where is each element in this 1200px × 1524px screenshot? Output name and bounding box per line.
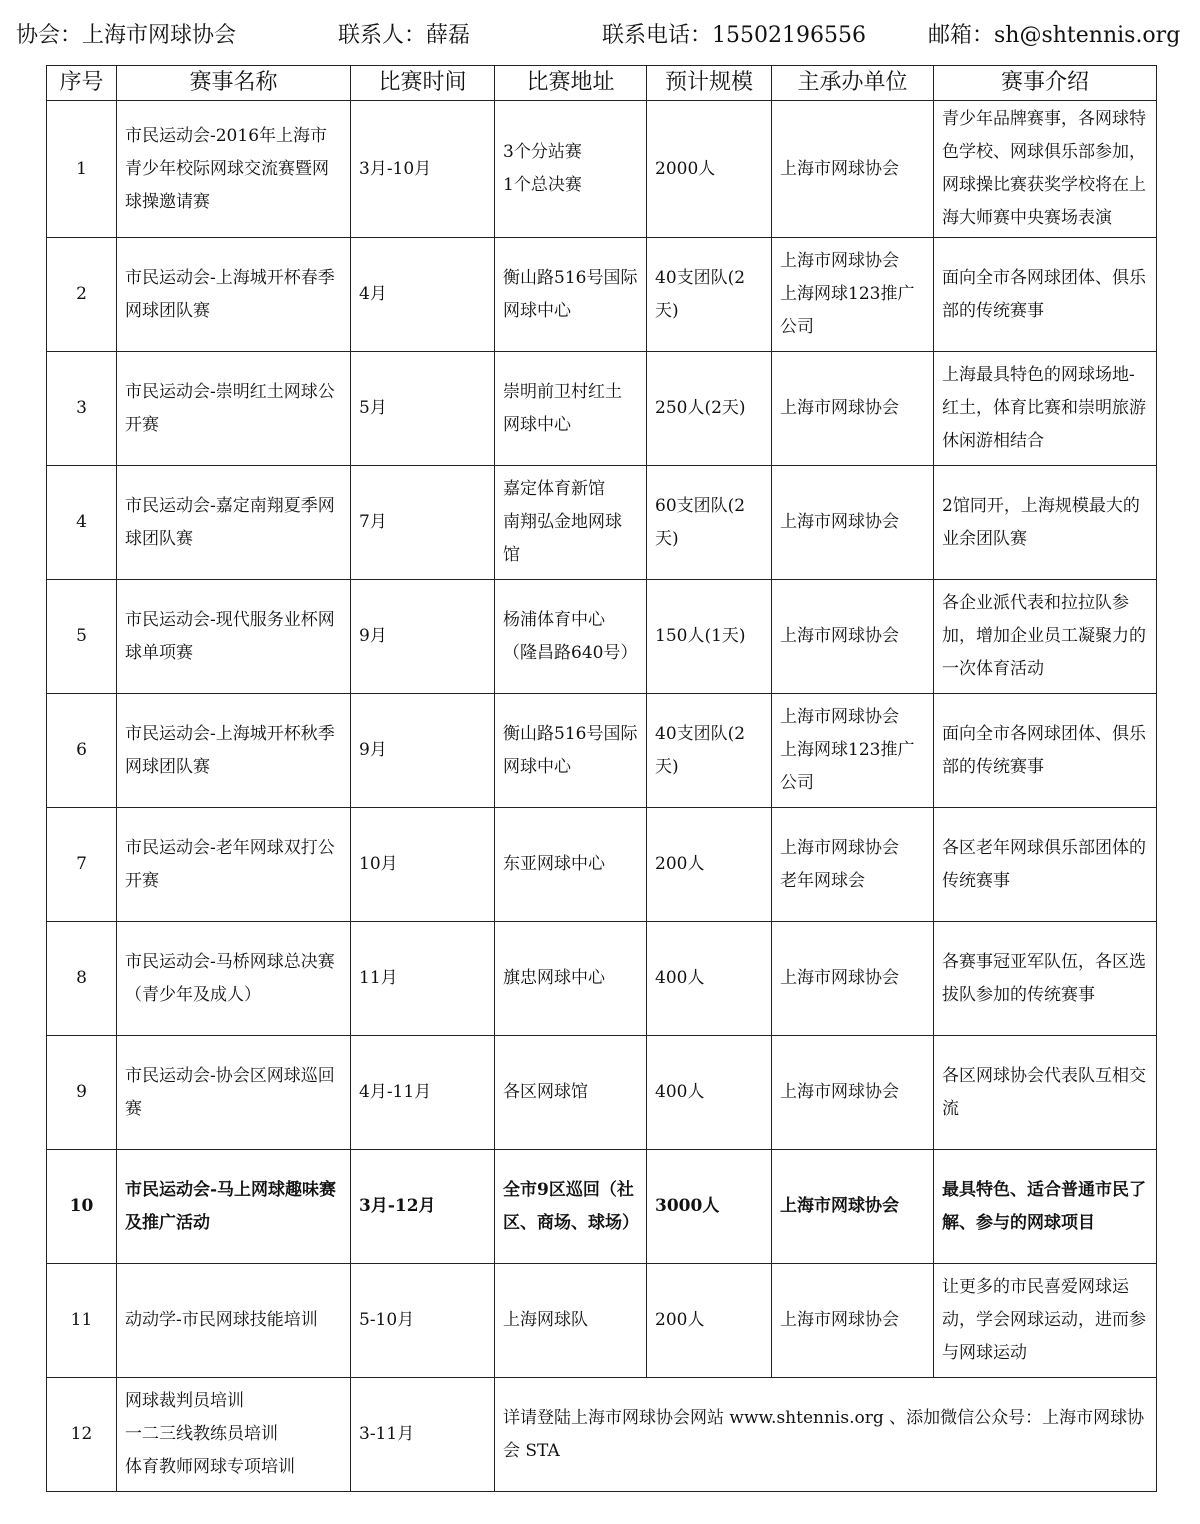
cell-intro: 面向全市各网球团体、俱乐部的传统赛事 — [934, 238, 1157, 352]
cell-intro: 各区老年网球俱乐部团体的传统赛事 — [934, 808, 1157, 922]
table-row — [47, 1036, 1157, 1150]
table-row — [47, 1264, 1157, 1378]
table-row — [47, 238, 1157, 352]
cell-scale: 150人(1天) — [647, 580, 772, 694]
cell-organizer — [772, 694, 934, 808]
cell-scale: 40支团队(2天) — [647, 694, 772, 808]
cell-organizer — [772, 808, 934, 922]
cell-organizer: 上海市网球协会 — [772, 352, 934, 466]
cell-no: 9 — [47, 1036, 117, 1150]
cell-organizer-line: 上海网球123推广公司 — [780, 740, 915, 793]
cell-intro: 各赛事冠亚军队伍，各区选拔队参加的传统赛事 — [934, 922, 1157, 1036]
cell-no: 12 — [47, 1378, 117, 1492]
cell-name: 动动学-市民网球技能培训 — [117, 1264, 351, 1378]
cell-venue-line: 杨浦体育中心 — [503, 609, 605, 630]
cell-organizer-line: 上海市网球协会 — [780, 707, 899, 727]
col-header-organizer: 主承办单位 — [772, 66, 934, 101]
table-row — [47, 1150, 1157, 1264]
col-header-venue: 比赛地址 — [495, 66, 647, 101]
col-header-name: 赛事名称 — [117, 66, 351, 101]
cell-name: 市民运动会-马上网球趣味赛及推广活动 — [117, 1150, 351, 1264]
cell-time: 9月 — [351, 580, 495, 694]
table-row-12 — [47, 1378, 1157, 1492]
cell-organizer-line: 老年网球会 — [780, 870, 865, 891]
cell-organizer: 上海市网球协会 — [772, 922, 934, 1036]
cell-time: 3月-10月 — [351, 101, 495, 238]
cell-organizer: 上海市网球协会 — [772, 1264, 934, 1378]
cell-name: 市民运动会-老年网球双打公开赛 — [117, 808, 351, 922]
table-header-row — [47, 66, 1157, 101]
cell-venue: 旗忠网球中心 — [495, 922, 647, 1036]
cell-venue: 上海网球队 — [495, 1264, 647, 1378]
cell-intro: 让更多的市民喜爱网球运动，学会网球运动，进而参与网球运动 — [934, 1264, 1157, 1378]
events-table — [46, 65, 1157, 1492]
document-header — [16, 18, 1196, 58]
cell-scale: 2000人 — [647, 101, 772, 238]
cell-no: 10 — [47, 1150, 117, 1264]
cell-venue-line: 嘉定体育新馆 — [503, 479, 605, 499]
table-row — [47, 580, 1157, 694]
cell-intro: 最具特色、适合普通市民了解、参与的网球项目 — [934, 1150, 1157, 1264]
cell-time: 7月 — [351, 466, 495, 580]
cell-organizer-line: 上海市网球协会 — [780, 837, 899, 858]
cell-no: 11 — [47, 1264, 117, 1378]
cell-time: 3月-12月 — [351, 1150, 495, 1264]
cell-time: 5月 — [351, 352, 495, 466]
cell-name: 市民运动会-现代服务业杯网球单项赛 — [117, 580, 351, 694]
cell-time: 5-10月 — [351, 1264, 495, 1378]
cell-venue: 全市9区巡回（社区、商场、球场） — [495, 1150, 647, 1264]
cell-name: 市民运动会-2016年上海市青少年校际网球交流赛暨网球操邀请赛 — [117, 101, 351, 238]
cell-scale: 250人(2天) — [647, 352, 772, 466]
contact-person: 联系人：薛磊 — [338, 23, 471, 48]
cell-website-note: 详请登陆上海市网球协会网站 www.shtennis.org 、添加微信公众号：上海市网球协会 STA — [495, 1378, 1157, 1492]
cell-organizer: 上海市网球协会 — [772, 1036, 934, 1150]
cell-time: 10月 — [351, 808, 495, 922]
cell-organizer: 上海市网球协会 — [772, 466, 934, 580]
cell-name: 市民运动会-崇明红土网球公开赛 — [117, 352, 351, 466]
cell-time: 9月 — [351, 694, 495, 808]
cell-scale: 3000人 — [647, 1150, 772, 1264]
cell-scale: 40支团队(2天) — [647, 238, 772, 352]
cell-name: 市民运动会-马桥网球总决赛（青少年及成人） — [117, 922, 351, 1036]
cell-scale: 400人 — [647, 1036, 772, 1150]
contact-email: 邮箱：sh@shtennis.org — [928, 23, 1181, 48]
col-header-intro: 赛事介绍 — [934, 66, 1157, 101]
cell-venue: 崇明前卫村红土网球中心 — [495, 352, 647, 466]
cell-venue-line: 南翔弘金地网球馆 — [503, 512, 622, 565]
cell-no: 3 — [47, 352, 117, 466]
cell-organizer: 上海市网球协会 — [772, 580, 934, 694]
cell-organizer: 上海市网球协会 — [772, 101, 934, 238]
cell-venue-line: 3个分站赛 — [503, 142, 582, 162]
cell-intro: 各区网球协会代表队互相交流 — [934, 1036, 1157, 1150]
cell-organizer: 上海市网球协会 — [772, 1150, 934, 1264]
cell-venue: 衡山路516号国际网球中心 — [495, 238, 647, 352]
cell-scale: 200人 — [647, 808, 772, 922]
cell-venue: 各区网球馆 — [495, 1036, 647, 1150]
cell-name: 市民运动会-嘉定南翔夏季网球团队赛 — [117, 466, 351, 580]
cell-no: 7 — [47, 808, 117, 922]
cell-no: 1 — [47, 101, 117, 238]
name-line: 网球裁判员培训 — [125, 1391, 244, 1411]
cell-time: 4月-11月 — [351, 1036, 495, 1150]
cell-name: 市民运动会-协会区网球巡回赛 — [117, 1036, 351, 1150]
table-row — [47, 694, 1157, 808]
cell-venue — [495, 466, 647, 580]
cell-name — [117, 1378, 351, 1492]
cell-no: 8 — [47, 922, 117, 1036]
cell-time: 3-11月 — [351, 1378, 495, 1492]
name-line: 体育教师网球专项培训 — [125, 1457, 295, 1477]
contact-phone: 联系电话：15502196556 — [602, 23, 866, 48]
cell-venue: 东亚网球中心 — [495, 808, 647, 922]
cell-scale: 60支团队(2天) — [647, 466, 772, 580]
cell-intro: 上海最具特色的网球场地-红土，体育比赛和崇明旅游休闲游相结合 — [934, 352, 1157, 466]
name-line: 一二三线教练员培训 — [125, 1424, 278, 1444]
cell-time: 4月 — [351, 238, 495, 352]
cell-organizer-line: 上海网球123推广公司 — [780, 284, 915, 337]
cell-scale: 200人 — [647, 1264, 772, 1378]
cell-venue — [495, 580, 647, 694]
cell-no: 4 — [47, 466, 117, 580]
cell-venue-line: （隆昌路640号） — [503, 642, 638, 663]
table-row — [47, 101, 1157, 238]
cell-intro: 面向全市各网球团体、俱乐部的传统赛事 — [934, 694, 1157, 808]
table-row — [47, 808, 1157, 922]
table-row — [47, 922, 1157, 1036]
col-header-time: 比赛时间 — [351, 66, 495, 101]
col-header-scale: 预计规模 — [647, 66, 772, 101]
cell-organizer — [772, 238, 934, 352]
cell-venue — [495, 101, 647, 238]
cell-intro: 2馆同开，上海规模最大的业余团队赛 — [934, 466, 1157, 580]
cell-time: 11月 — [351, 922, 495, 1036]
cell-venue: 衡山路516号国际网球中心 — [495, 694, 647, 808]
cell-name: 市民运动会-上海城开杯春季网球团队赛 — [117, 238, 351, 352]
cell-no: 2 — [47, 238, 117, 352]
col-header-no: 序号 — [47, 66, 117, 101]
cell-no: 6 — [47, 694, 117, 808]
cell-organizer-line: 上海市网球协会 — [780, 251, 899, 271]
association-label: 协会：上海市网球协会 — [16, 23, 237, 48]
cell-name: 市民运动会-上海城开杯秋季网球团队赛 — [117, 694, 351, 808]
table-row — [47, 466, 1157, 580]
cell-intro: 各企业派代表和拉拉队参加，增加企业员工凝聚力的一次体育活动 — [934, 580, 1157, 694]
cell-no: 5 — [47, 580, 117, 694]
cell-scale: 400人 — [647, 922, 772, 1036]
cell-venue-line: 1个总决赛 — [503, 175, 582, 195]
cell-intro: 青少年品牌赛事，各网球特色学校、网球俱乐部参加，网球操比赛获奖学校将在上海大师赛中央赛场表演 — [934, 101, 1157, 238]
table-row — [47, 352, 1157, 466]
